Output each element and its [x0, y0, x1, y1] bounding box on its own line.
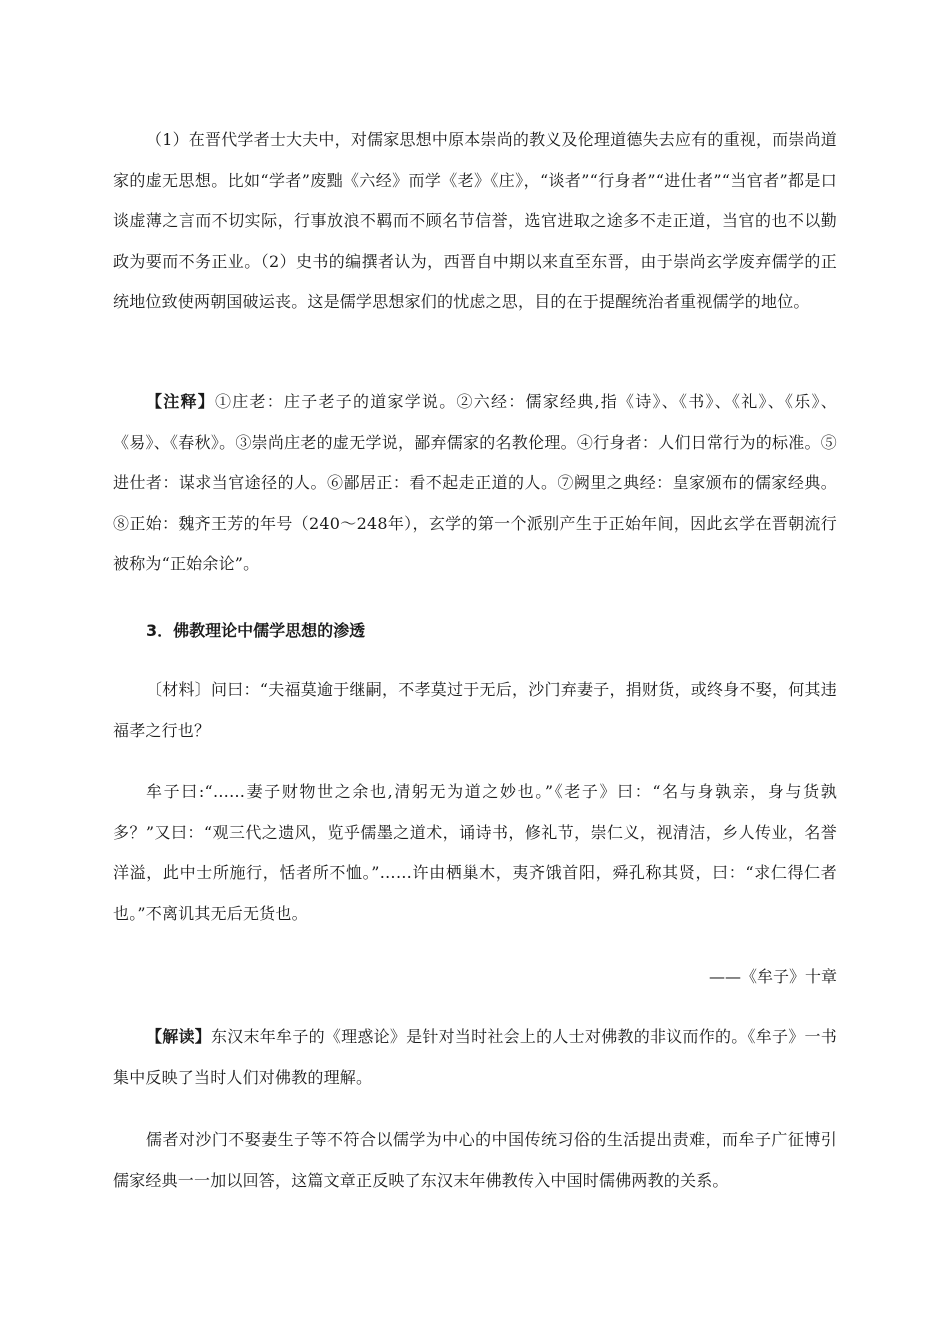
notes-text: ①庄老：庄子老子的道家学说。②六经：儒家经典,指《诗》、《书》、《礼》、《乐》、《易》、《春秋》。③崇尚庄老的虚无学说，鄙弃儒家的名教伦理。④行身者：人们日常行为的标准。⑤进仕者：谋求当官途径的人。⑥鄙居正：看不起走正道的人。⑦阙里之典经：皇家颁布的儒家经典。⑧正始：魏齐王芳的年号（240～248年），玄学的第一个派别产生于正始年间，因此玄学在晋朝流行被称为“正始余论”。 [113, 392, 837, 573]
interpretation-label: 【解读】 [146, 1027, 212, 1046]
interpretation-paragraph [113, 1017, 837, 1098]
interpretation-text-2: 儒者对沙门不娶妻生子等不符合以儒学为中心的中国传统习俗的生活提出责难，而牟子广征博引儒家经典一一加以回答，这篇文章正反映了东汉末年佛教传入中国时儒佛两教的关系。 [113, 1130, 837, 1190]
material-question-paragraph [113, 670, 837, 751]
interpretation-paragraph-2 [113, 1120, 837, 1201]
notes-label: 【注释】 [146, 392, 215, 411]
material-answer-paragraph [113, 772, 837, 934]
analysis-paragraph [113, 120, 837, 323]
interpretation-text: 东汉末年牟子的《理惑论》是针对当时社会上的人士对佛教的非议而作的。《牟子》一书集中反映了当时人们对佛教的理解。 [113, 1027, 837, 1087]
analysis-text: （1）在晋代学者士大夫中，对儒家思想中原本崇尚的教义及伦理道德失去应有的重视，而崇尚道家的虚无思想。比如“学者”废黜《六经》而学《老》《庄》，“谈者”“行身者”“进仕者”“当官者”都是口谈虚薄之言而不切实际，行事放浪不羁而不顾名节信誉，选官进取之途多不走正道，当官的也不以勤政为要而不务正业。（2）史书的编撰者认为，西晋自中期以来直至东晋，由于崇尚玄学废弃儒学的正统地位致使两朝国破运丧。这是儒学思想家们的忧虑之思，目的在于提醒统治者重视儒学的地位。 [113, 130, 837, 311]
material-answer-text: 牟子曰:“……妻子财物世之余也,清躬无为道之妙也。”《老子》曰：“名与身孰亲，身与货孰多？”又曰：“观三代之遗风，览乎儒墨之道术，诵诗书，修礼节，崇仁义，视清洁，乡人传业，名誉洋溢，此中士所施行，恬者所不恤。”……许由栖巢木，夷齐饿首阳，舜孔称其贤，曰：“求仁得仁者也。”不离讥其无后无货也。 [113, 782, 837, 923]
material-question-text: 〔材料〕问曰：“夫福莫逾于继嗣，不孝莫过于无后，沙门弃妻子，捐财货，或终身不娶，何其违福孝之行也？ [113, 680, 837, 740]
section-heading: 3．佛教理论中儒学思想的渗透 [146, 621, 366, 640]
notes-paragraph [113, 382, 837, 585]
source-citation: ——《牟子》十章 [708, 967, 837, 986]
